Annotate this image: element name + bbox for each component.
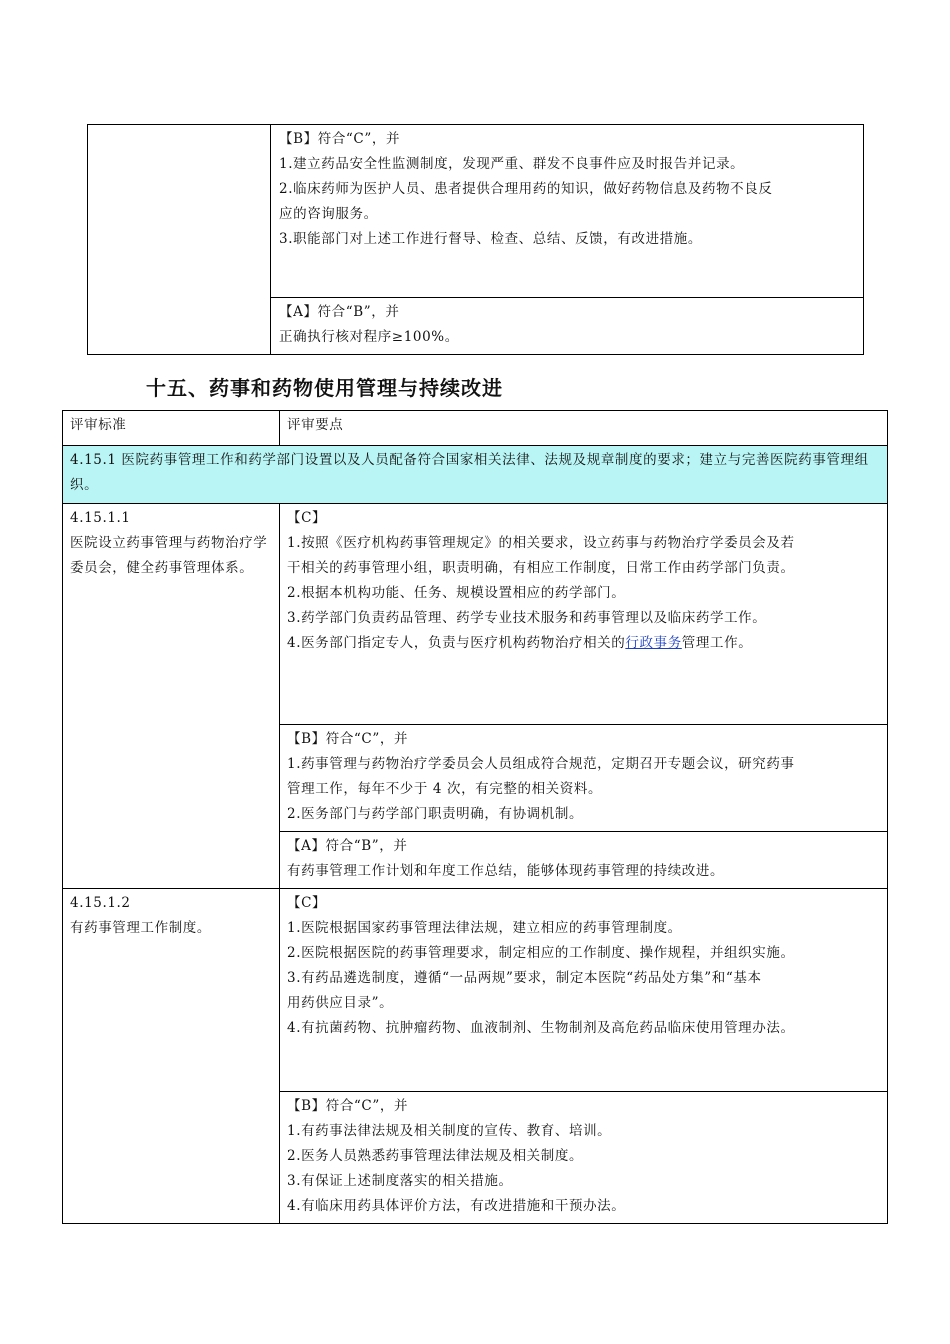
criterion-line: 4.有抗菌药物、抗肿瘤药物、血液制剂、生物制剂及高危药品临床使用管理办法。 bbox=[287, 1020, 795, 1036]
item-code: 4.15.1.1 bbox=[70, 510, 131, 526]
table-row bbox=[63, 504, 888, 725]
grade-label: 【B】符合“C”，并 bbox=[279, 131, 401, 147]
administrative-affairs-link[interactable]: 行政事务 bbox=[625, 635, 682, 651]
grade-a-cell bbox=[280, 832, 888, 889]
criterion-line: 正确执行核对程序≥100%。 bbox=[279, 329, 459, 345]
criterion-line: 2.根据本机构功能、任务、规模设置相应的药学部门。 bbox=[287, 585, 626, 601]
grade-label: 【C】 bbox=[287, 895, 327, 911]
item-standard-cell bbox=[63, 504, 280, 889]
criterion-line: 3.有保证上述制度落实的相关措施。 bbox=[287, 1173, 513, 1189]
criterion-line: 用药供应目录”。 bbox=[287, 995, 394, 1011]
grade-label: 【A】符合“B”，并 bbox=[279, 304, 400, 320]
grade-a-cell bbox=[271, 298, 864, 355]
criterion-line: 2.医务人员熟悉药事管理法律法规及相关制度。 bbox=[287, 1148, 584, 1164]
table-row bbox=[63, 889, 888, 1092]
criterion-line: 应的咨询服务。 bbox=[279, 206, 378, 222]
standard-highlight-row bbox=[63, 446, 888, 504]
criterion-line: 管理工作，每年不少于 4 次，有完整的相关资料。 bbox=[287, 781, 603, 797]
empty-standard-cell bbox=[88, 125, 271, 355]
grade-b-cell bbox=[280, 1092, 888, 1224]
criterion-line: 1.建立药品安全性监测制度，发现严重、群发不良事件应及时报告并记录。 bbox=[279, 156, 745, 172]
item-description: 医院设立药事管理与药物治疗学委员会，健全药事管理体系。 bbox=[70, 535, 268, 576]
grade-label: 【B】符合“C”，并 bbox=[287, 1098, 409, 1114]
continued-table bbox=[87, 124, 864, 355]
criterion-line: 1.按照《医疗机构药事管理规定》的相关要求，设立药事与药物治疗学委员会及若 bbox=[287, 535, 795, 551]
criterion-line: 2.医务部门与药学部门职责明确，有协调机制。 bbox=[287, 806, 584, 822]
grade-c-cell bbox=[280, 504, 888, 725]
header-standard: 评审标准 bbox=[63, 411, 280, 446]
standard-text: 4.15.1 医院药事管理工作和药学部门设置以及人员配备符合国家相关法律、法规及规章制度的要求；建立与完善医院药事管理组织。 bbox=[63, 446, 888, 504]
criterion-line: 3.有药品遴选制度，遵循“一品两规”要求，制定本医院“药品处方集”和“基本 bbox=[287, 970, 762, 986]
grade-c-cell bbox=[280, 889, 888, 1092]
grade-label: 【A】符合“B”，并 bbox=[287, 838, 408, 854]
grade-label: 【C】 bbox=[287, 510, 327, 526]
criterion-line: 3.职能部门对上述工作进行督导、检查、总结、反馈，有改进措施。 bbox=[279, 231, 702, 247]
review-standards-table bbox=[62, 410, 888, 1224]
item-code: 4.15.1.2 bbox=[70, 895, 131, 911]
item-standard-cell bbox=[63, 889, 280, 1224]
criterion-line: 有药事管理工作计划和年度工作总结，能够体现药事管理的持续改进。 bbox=[287, 863, 725, 879]
section-title: 十五、药事和药物使用管理与持续改进 bbox=[146, 376, 503, 400]
criterion-line: 3.药学部门负责药品管理、药学专业技术服务和药事管理以及临床药学工作。 bbox=[287, 610, 767, 626]
criterion-line: 2.医院根据医院的药事管理要求，制定相应的工作制度、操作规程，并组织实施。 bbox=[287, 945, 795, 961]
criterion-line: 干相关的药事管理小组，职责明确，有相应工作制度，日常工作由药学部门负责。 bbox=[287, 560, 795, 576]
criterion-line: 4.医务部门指定专人，负责与医疗机构药物治疗相关的行政事务管理工作。 bbox=[287, 635, 753, 651]
grade-b-cell bbox=[280, 725, 888, 832]
header-points: 评审要点 bbox=[280, 411, 888, 446]
criterion-line: 1.药事管理与药物治疗学委员会人员组成符合规范，定期召开专题会议，研究药事 bbox=[287, 756, 795, 772]
grade-label: 【B】符合“C”，并 bbox=[287, 731, 409, 747]
table-header-row bbox=[63, 411, 888, 446]
criterion-line: 1.有药事法律法规及相关制度的宣传、教育、培训。 bbox=[287, 1123, 612, 1139]
item-description: 有药事管理工作制度。 bbox=[70, 920, 211, 936]
criterion-line: 1.医院根据国家药事管理法律法规，建立相应的药事管理制度。 bbox=[287, 920, 682, 936]
criterion-line: 2.临床药师为医护人员、患者提供合理用药的知识，做好药物信息及药物不良反 bbox=[279, 181, 773, 197]
criterion-line: 4.有临床用药具体评价方法，有改进措施和干预办法。 bbox=[287, 1198, 626, 1214]
grade-b-cell bbox=[271, 125, 864, 298]
